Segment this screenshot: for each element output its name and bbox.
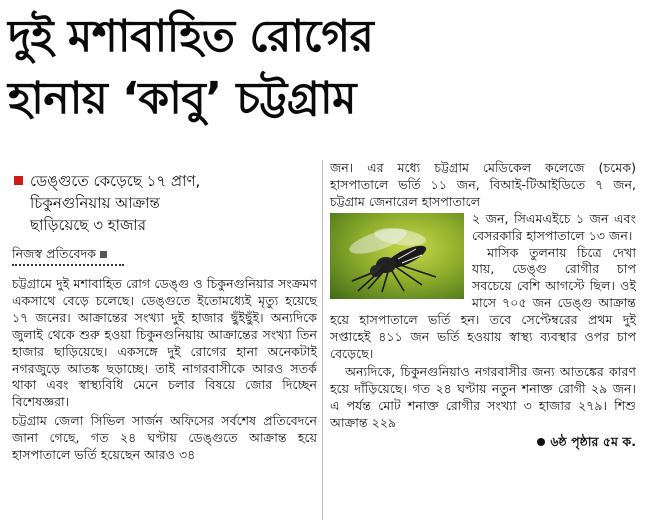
body-paragraph-4: মাসিক তুলনায় চিত্রে দেখা যায়, ডেঙ্গু রোগীর চাপ সবচেয়ে বেশি আগস্টে ছিল। ওই মাসে ৭০৫ জন ডেঙ্গু আক্রান্ত হয়ে হাসপাতালে ভর্তি হন। তবে সেপ্টেম্বরের প্রথম দুই সপ্তাহেই ৪১১ জন ভর্তি হওয়ায় স্বাস্থ্য ব্যবস্থার ওপর চাপ বেড়েছে। xyxy=(330,244,636,361)
mosquito-photo xyxy=(330,213,464,299)
right-column xyxy=(330,160,636,450)
body-paragraph-5: অন্যদিকে, চিকুনগুনিয়াও নগরবাসীর জন্য আতঙ্কের কারণ হয়ে দাঁড়িয়েছে। গত ২৪ ঘণ্টায় নতুন শনাক্ত রোগী ২৯ জন। এ পর্যন্ত মোট শনাক্ত রোগীর সংখ্যা ৩ হাজার ২৭৯। শিশু আক্রান্ত ২২৯ xyxy=(330,363,636,430)
mosquito-icon xyxy=(338,219,458,293)
subheadline-line-3: ছাড়িয়েছে ৩ হাজার xyxy=(30,216,146,234)
byline xyxy=(12,246,317,262)
continuation-note xyxy=(330,434,636,451)
headline xyxy=(8,6,638,130)
headline-line-2: হানায় ‘কাবু’ চট্টগ্রাম xyxy=(8,73,357,124)
dotted-rule xyxy=(12,264,124,266)
red-square-bullet-icon xyxy=(14,176,23,185)
subheadline-line-2: চিকুনগুনিয়ায় আক্রান্ত xyxy=(30,194,160,212)
byline-text: নিজস্ব প্রতিবেদক xyxy=(12,246,97,261)
subheadline xyxy=(12,170,317,236)
body-paragraph-3: জন। এর মধ্যে চট্টগ্রাম মেডিকেল কলেজে (চমেক) হাসপাতালে ভর্তি ১১ জন, বিআই-টিআইডিতে ৭ জন, চট্টগ্রাম জেনারেল হাসপাতালে xyxy=(330,160,636,209)
headline-line-1: দুই মশাবাহিত রোগের xyxy=(8,11,374,62)
square-bullet-icon xyxy=(100,251,107,258)
bullet-dot-icon xyxy=(537,438,545,446)
body-paragraph-1: চট্টগ্রামে দুই মশাবাহিত রোগ ডেঙ্গু ও চিকুনগুনিয়ার সংক্রমণ একসাথে বেড়ে চলেছে। ডেঙ্গুতে ইতোমধ্যেই মৃত্যু হয়েছে ১৭ জনের। আক্রান্তের সংখ্যা দুই হাজার ছুঁইছুঁই। অন্যদিকে জুলাই থেকে শুরু হওয়া চিকুনগুনিয়ায় আক্রান্তের সংখ্যা তিন হাজার ছাড়িয়েছে। একসঙ্গে দুই রোগের হানা অনেকটাই নগরজুড়ে আতঙ্ক ছড়াচ্ছে। তাই নাগরবাসীকে আরও সতর্ক থাকা এবং স্বাস্থ্যবিধি মেনে চলার বিষয়ে জোর দিচ্ছেন বিশেষজ্ঞরা। xyxy=(12,276,317,410)
continuation-text: ৬ষ্ঠ পৃষ্ঠার ৫ম ক. xyxy=(550,433,636,449)
left-column xyxy=(12,170,317,464)
body-paragraph-3-continued: ২ জন, সিএমএইচে ১ জন এবং বেসরকারি হাসপাতালে ১৩ জন। xyxy=(472,210,636,243)
subheadline-line-1: ডেঙ্গুতে কেড়েছে ১৭ প্রাণ, xyxy=(30,172,201,190)
column-divider xyxy=(322,160,323,520)
body-paragraph-2: চট্টগ্রাম জেলা সিভিল সার্জন অফিসের সর্বশেষ প্রতিবেদনে জানা গেছে, গত ২৪ ঘণ্টায় ডেঙ্গুতে আক্রান্ত হয়ে হাসপাতালে ভর্তি হয়েছেন আরও ৩৪ xyxy=(12,413,317,463)
